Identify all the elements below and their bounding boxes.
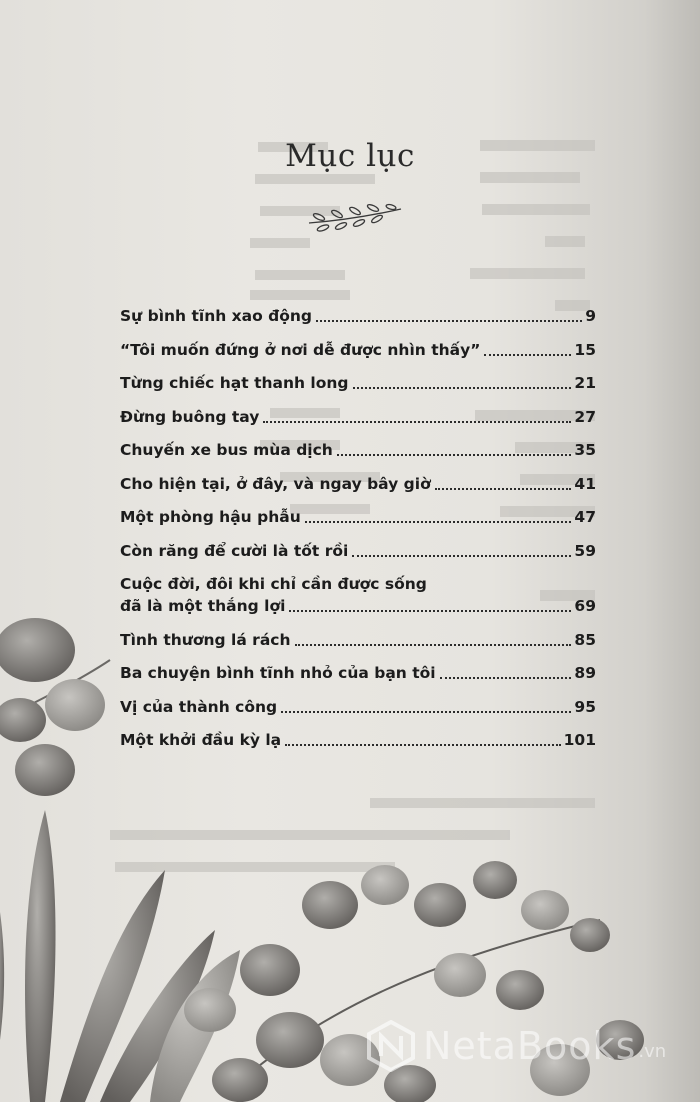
toc-entry-title: Còn răng để cười là tốt rồi [120, 541, 349, 560]
toc-entry-title: Vị của thành công [120, 697, 278, 716]
toc-entry-title: Từng chiếc hạt thanh long [120, 374, 349, 392]
toc-entry-title: Đừng buông tay [120, 407, 260, 426]
blade-leaves [0, 810, 240, 1102]
toc-entry-title: Một khởi đầu kỳ lạ [120, 731, 282, 749]
eucalyptus-left [0, 618, 110, 796]
toc-entry[interactable] [120, 339, 596, 361]
toc-entry-page: 15 [574, 340, 596, 359]
dot-leader [352, 555, 571, 557]
toc-entry-title: Ba chuyện bình tĩnh nhỏ của bạn tôi [120, 664, 436, 682]
toc-entry-page: 59 [574, 541, 596, 560]
dot-leader [305, 521, 572, 523]
toc-entry[interactable] [120, 305, 596, 327]
toc-entry[interactable] [120, 406, 596, 428]
dot-leader [435, 488, 572, 490]
laurel-branch-icon [305, 203, 405, 233]
toc-entry-title: Chuyến xe bus mùa dịch [120, 441, 333, 459]
toc-entry[interactable] [120, 372, 596, 394]
dot-leader [263, 421, 571, 423]
toc-entry-page: 85 [574, 630, 596, 649]
toc-entry-page: 47 [574, 508, 596, 526]
watermark-brand: NetaBooks [423, 1024, 637, 1068]
toc-entry-page: 69 [574, 597, 596, 615]
dot-leader [316, 320, 582, 322]
toc-entry-title: “Tôi muốn đứng ở nơi dễ được nhìn thấy” [120, 340, 481, 359]
toc-entry[interactable] [120, 540, 596, 562]
toc-entry-title: Tình thương lá rách [120, 630, 291, 649]
toc-entry[interactable] [120, 506, 596, 528]
toc-entry-title: Sự bình tĩnh xao động [120, 307, 313, 325]
watermark-suffix: .vn [638, 1041, 667, 1062]
dot-leader [337, 454, 572, 456]
toc-entry[interactable] [120, 439, 596, 461]
toc-entry-page: 21 [574, 374, 596, 392]
toc-entry[interactable] [120, 473, 596, 495]
toc-entry-page: 41 [574, 474, 596, 493]
toc-entry-title-line2: đã là một thắng lợi [120, 597, 286, 615]
toc-entry-page: 27 [574, 407, 596, 426]
toc-entry-page: 95 [574, 697, 596, 716]
page-title: Mục lục [285, 138, 415, 174]
toc-entry-page: 101 [563, 731, 596, 749]
dot-leader [484, 354, 571, 356]
toc-entry-title-line1: Cuộc đời, đôi khi chỉ cần được sống [120, 575, 427, 593]
toc-entry-title: Cho hiện tại, ở đây, và ngay bây giờ [120, 474, 431, 493]
toc-entry-title: Một phòng hậu phẫu [120, 508, 301, 526]
netabooks-logo-icon [365, 1020, 417, 1072]
dot-leader [353, 387, 572, 389]
toc-entry-page: 35 [574, 441, 596, 459]
toc-entry-page: 89 [574, 664, 596, 682]
toc-entry-page: 9 [585, 307, 596, 325]
watermark [365, 1020, 666, 1072]
